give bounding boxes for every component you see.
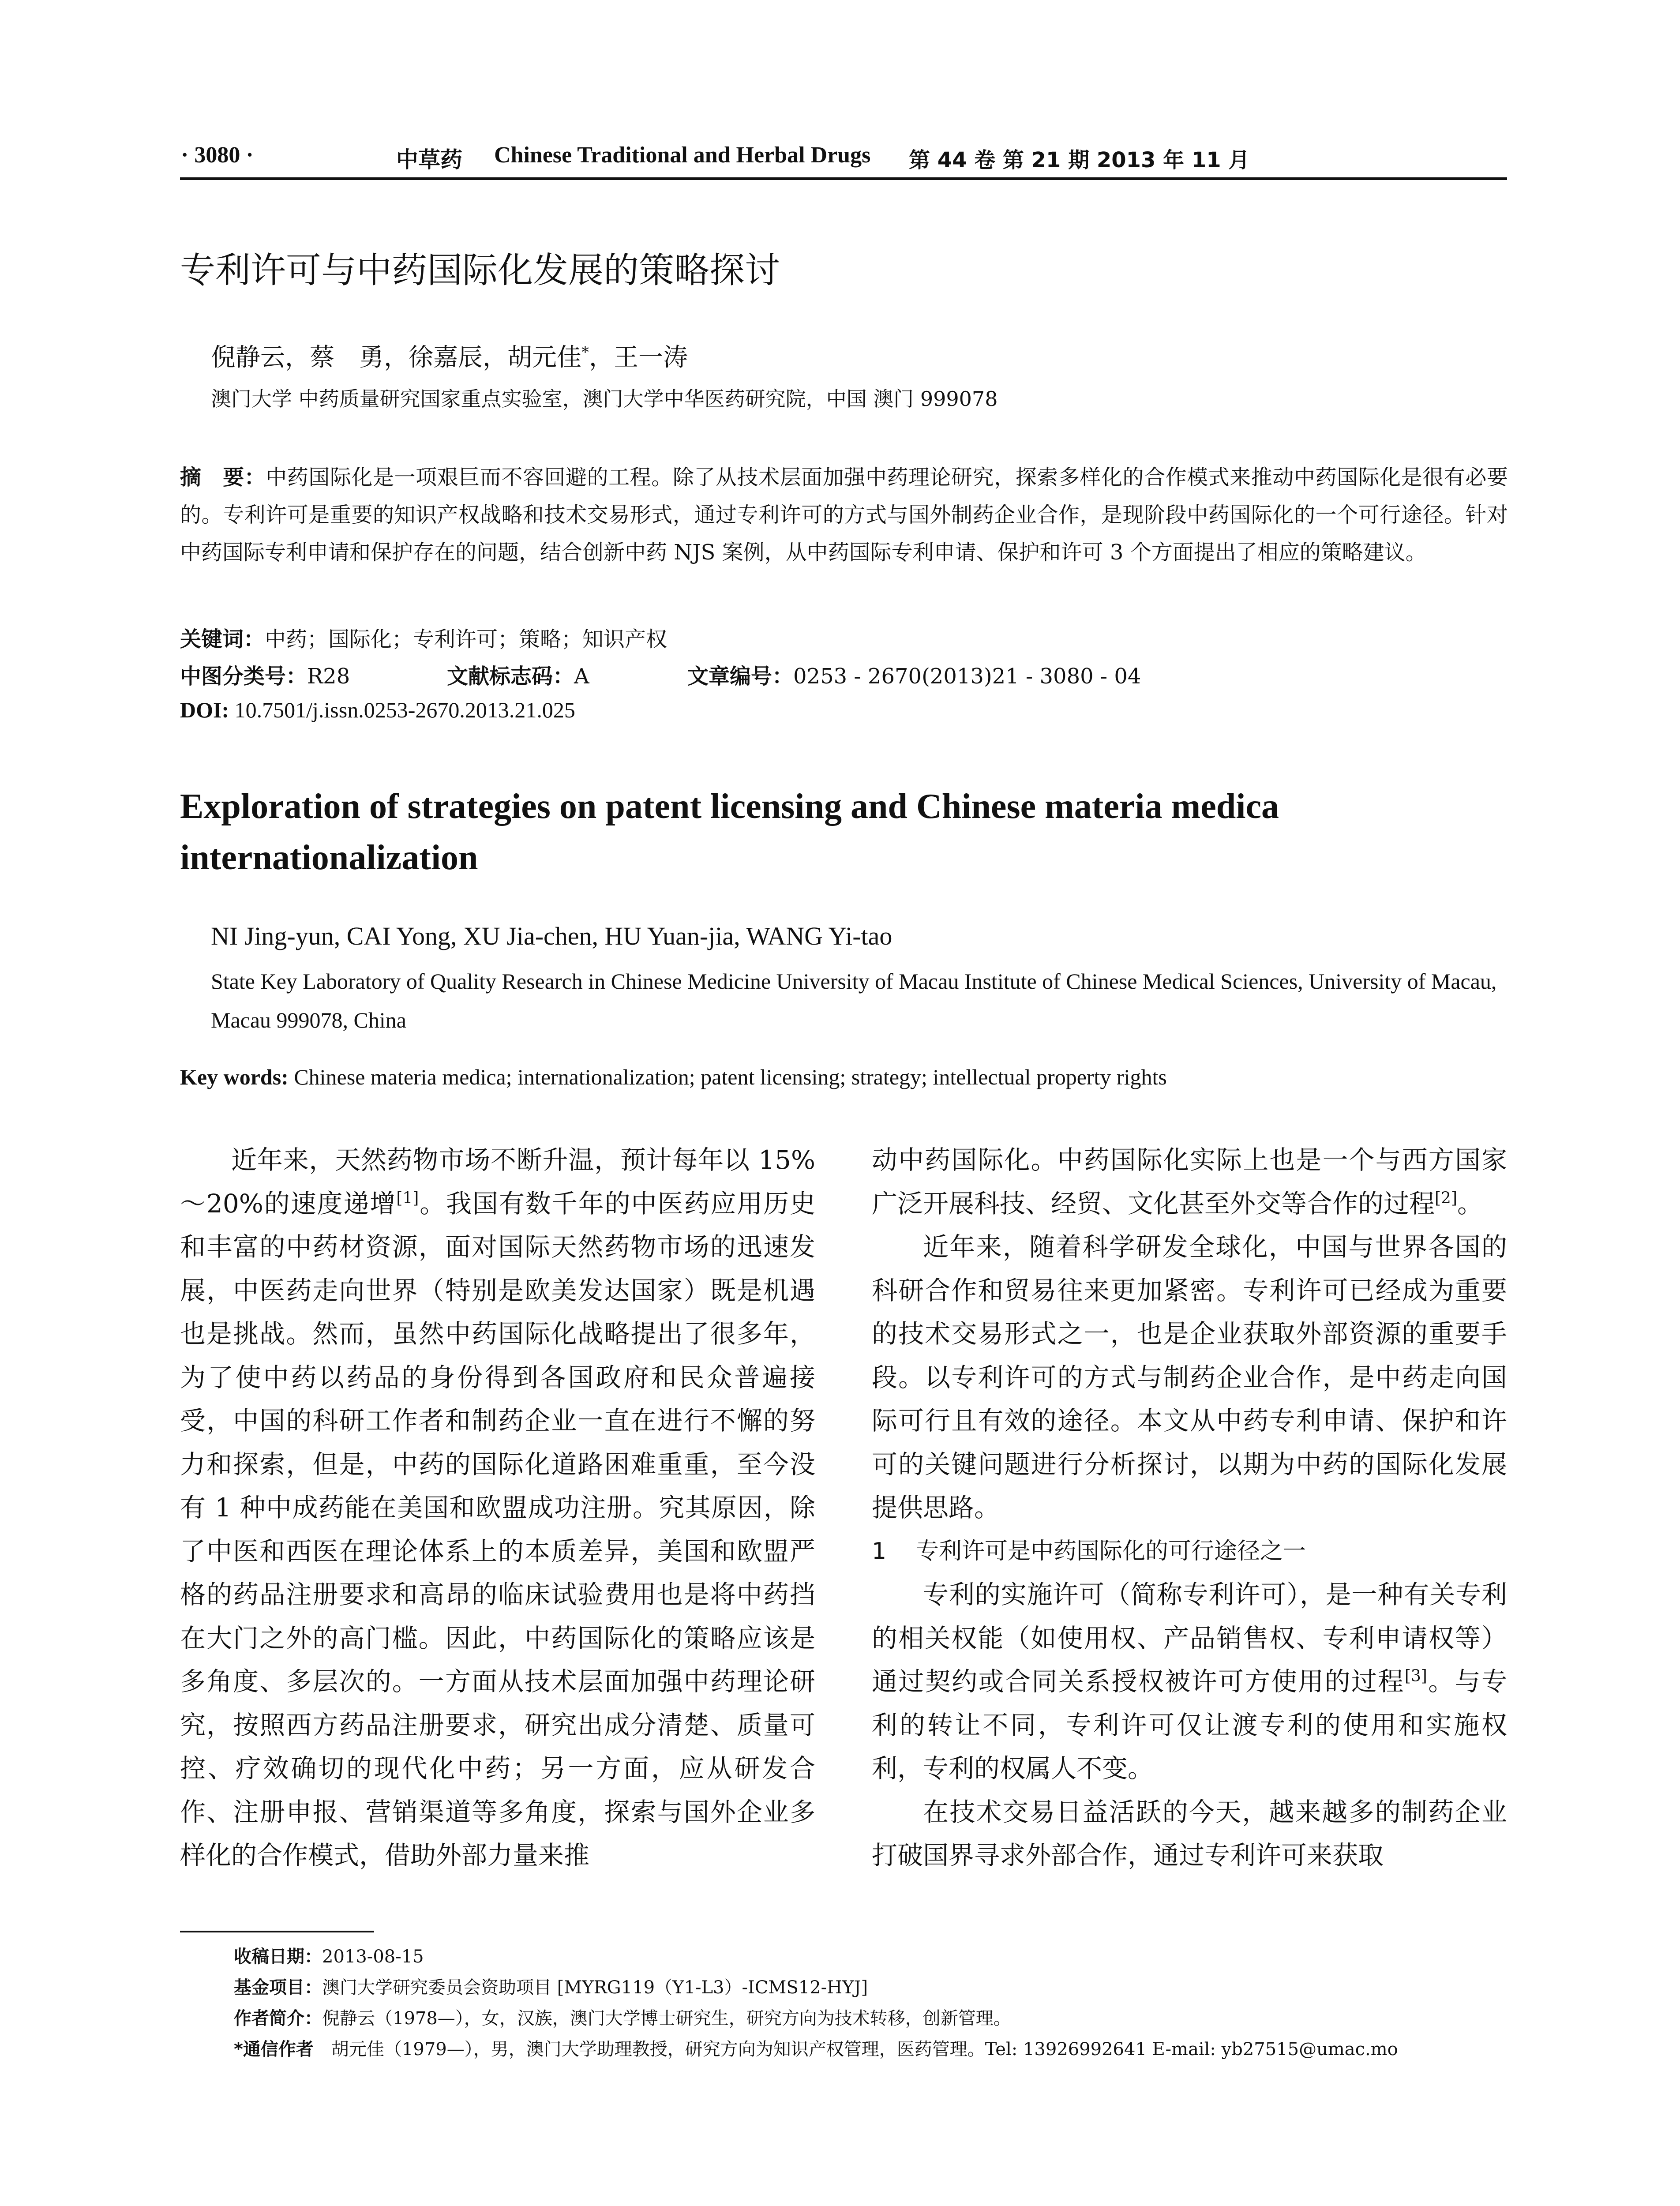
article-title-cn: 专利许可与中药国际化发展的策略探讨 xyxy=(180,250,780,291)
clc-value: R28 xyxy=(307,664,350,689)
doi-label: DOI: xyxy=(180,698,229,722)
body-paragraph xyxy=(872,1573,1507,1790)
footnotes xyxy=(234,1941,1513,2065)
authors-cn-last: ，王一涛 xyxy=(589,343,688,372)
issue-info: 第 44 卷 第 21 期 2013 年 11 月 xyxy=(909,148,1250,173)
footnote-label: 收稿日期： xyxy=(234,1947,322,1967)
footnote-rule xyxy=(180,1931,374,1932)
article-title-en: Exploration of strategies on patent licensing and Chinese materia medica internationalization xyxy=(180,787,1279,877)
footnote-label: 基金项目： xyxy=(234,1977,322,1998)
running-header xyxy=(181,142,1499,175)
body-column-right xyxy=(872,1138,1507,1877)
doc-code-value: A xyxy=(574,664,589,689)
doc-code-field xyxy=(447,659,589,690)
keywords-cn-label: 关键词： xyxy=(180,627,265,652)
clc-label: 中图分类号： xyxy=(180,664,308,689)
article-number-value: 0253 - 2670(2013)21 - 3080 - 04 xyxy=(793,664,1141,689)
paragraph-text: 。与专利的转让不同，专利许可仅让渡专利的使用和实施权利，专利的权属人不变。 xyxy=(872,1666,1507,1783)
section-number: 1 xyxy=(872,1538,887,1564)
paragraph-text: 近年来，天然药物市场不断升温，预计每年以 15%～20%的速度递增 xyxy=(180,1145,815,1219)
corresponding-mark: * xyxy=(581,343,589,361)
citation-ref[interactable]: [1] xyxy=(396,1189,419,1208)
paragraph-text: 动中药国际化。中药国际化实际上也是一个与西方国家广泛开展科技、经贸、文化甚至外交等合作的过程 xyxy=(872,1145,1507,1219)
journal-name-cn: 中草药 xyxy=(396,147,462,173)
page-number: · 3080 · xyxy=(181,143,254,168)
footnote-value: 澳门大学研究委员会资助项目 [MYRG119（Y1-L3）-ICMS12-HYJ] xyxy=(322,1977,868,1998)
footnote-value: 胡元佳（1979—），男，澳门大学助理教授，研究方向为知识产权管理，医药管理。Tel: 13926992641 E-mail: yb27515@umac.mo xyxy=(331,2039,1398,2060)
footnote-label: *通信作者 xyxy=(234,2039,314,2060)
authors-cn xyxy=(211,338,688,373)
section-title: 专利许可是中药国际化的可行途径之一 xyxy=(916,1538,1306,1564)
footnote-fund xyxy=(234,1972,1513,2003)
clc-field xyxy=(180,659,350,690)
paragraph-text: 。 xyxy=(1457,1188,1483,1219)
keywords-en: Chinese materia medica; internationalization; patent licensing; strategy; intellectual property rights xyxy=(294,1065,1167,1089)
keywords-cn: 中药；国际化；专利许可；策略；知识产权 xyxy=(265,627,668,652)
affiliation-cn: 澳门大学 中药质量研究国家重点实验室，澳门大学中华医药研究院，中国 澳门 999078 xyxy=(211,387,998,411)
citation-ref[interactable]: [3] xyxy=(1404,1667,1427,1685)
paragraph-text: 专利的实施许可（简称专利许可），是一种有关专利的相关权能（如使用权、产品销售权、专利申请权等）通过契约或合同关系授权被许可方使用的过程 xyxy=(872,1579,1507,1696)
doi-link[interactable]: 10.7501/j.issn.0253-2670.2013.21.025 xyxy=(234,698,575,722)
doi-line xyxy=(180,697,575,723)
keywords-en-line xyxy=(180,1064,1167,1090)
body-paragraph xyxy=(872,1138,1507,1225)
abstract-label: 摘 要： xyxy=(180,465,266,490)
body-paragraph: 在技术交易日益活跃的今天，越来越多的制药企业打破国界寻求外部合作，通过专利许可来获取 xyxy=(872,1797,1507,1870)
doc-code-label: 文献标志码： xyxy=(447,664,574,689)
affiliation-en: State Key Laboratory of Quality Research in Chinese Medicine University of Macau Institute of Chinese Medical Sciences, University of Macau, Macau 999078, China xyxy=(211,969,1497,1032)
footnote-corresponding xyxy=(234,2034,1513,2065)
abstract-text: 中药国际化是一项艰巨而不容回避的工程。除了从技术层面加强中药理论研究，探索多样化的合作模式来推动中药国际化是很有必要的。专利许可是重要的知识产权战略和技术交易形式，通过专利许可的方式与国外制药企业合作，是现阶段中药国际化的一个可行途径。针对中药国际专利申请和保护存在的问题，结合创新中药 NJS 案例，从中药国际专利申请、保护和许可 3 个方面提出了相应的策略建议。 xyxy=(180,465,1508,565)
authors-cn-names: 倪静云，蔡 勇，徐嘉辰，胡元佳 xyxy=(211,343,581,372)
classification-line xyxy=(180,659,1508,690)
header-rule xyxy=(180,177,1507,180)
section-heading xyxy=(872,1530,1507,1573)
footnote-value: 倪静云（1978—），女，汉族，澳门大学博士研究生，研究方向为技术转移，创新管理。 xyxy=(322,2008,1011,2029)
footnote-received xyxy=(234,1941,1513,1972)
citation-ref[interactable]: [2] xyxy=(1435,1189,1458,1208)
keywords-en-label: Key words: xyxy=(180,1065,289,1089)
footnote-author xyxy=(234,2003,1513,2034)
footnote-label: 作者简介： xyxy=(234,2008,322,2029)
body-column-left xyxy=(180,1138,815,1877)
body-paragraph xyxy=(180,1138,815,1877)
article-number-label: 文章编号： xyxy=(687,664,794,689)
paragraph-text: 。我国有数千年的中医药应用历史和丰富的中药材资源，面对国际天然药物市场的迅速发展，中医药走向世界（特别是欧美发达国家）既是机遇也是挑战。然而，虽然中药国际化战略提出了很多年，为了使中药以药品的身份得到各国政府和民众普遍接受，中国的科研工作者和制药企业一直在进行不懈的努力和探索，但是，中药的国际化道路困难重重，至今没有 1 种中成药能在美国和欧盟成功注册。究其原因，除了中医和西医在理论体系上的本质差异，美国和欧盟严格的药品注册要求和高昂的临床试验费用也是将中药挡在大门之外的高门槛。因此，中药国际化的策略应该是多角度、多层次的。一方面从技术层面加强中药理论研究，按照西方药品注册要求，研究出成分清楚、质量可控、疗效确切的现代化中药；另一方面，应从研发合作、注册申报、营销渠道等多角度，探索与国外企业多样化的合作模式，借助外部力量来推 xyxy=(180,1188,815,1870)
article-number-field xyxy=(687,659,1141,690)
footnote-value: 2013-08-15 xyxy=(322,1947,424,1967)
keywords-cn-line xyxy=(180,622,667,653)
body-paragraph: 近年来，随着科学研发全球化，中国与世界各国的科研合作和贸易往来更加紧密。专利许可已经成为重要的技术交易形式之一，也是企业获取外部资源的重要手段。以专利许可的方式与制药企业合作，是中药走向国际可行且有效的途径。本文从中药专利申请、保护和许可的关键问题进行分析探讨，以期为中药的国际化发展提供思路。 xyxy=(872,1232,1507,1523)
abstract-cn xyxy=(180,459,1508,571)
authors-en: NI Jing-yun, CAI Yong, XU Jia-chen, HU Yuan-jia, WANG Yi-tao xyxy=(211,922,892,950)
journal-name-en: Chinese Traditional and Herbal Drugs xyxy=(494,143,871,168)
